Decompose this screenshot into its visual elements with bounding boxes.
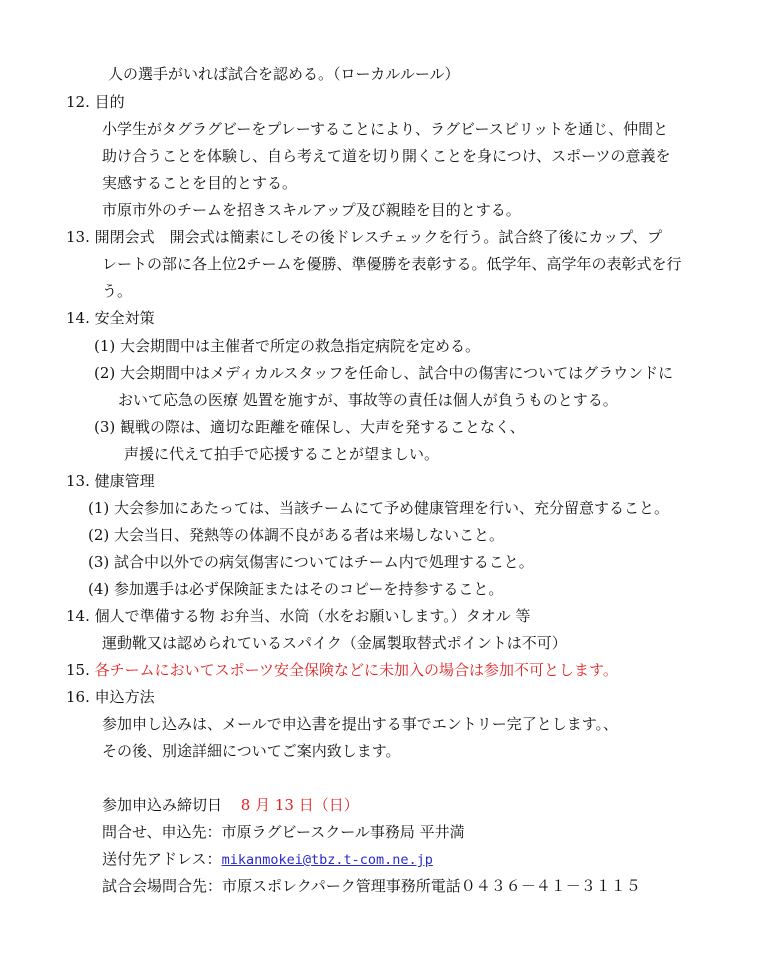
text-line: 実感することを目的とする。 [102, 174, 298, 192]
text-line: 小学生がタグラグビーをプレーすることにより、ラグビースピリットを通じ、仲間と [102, 120, 669, 138]
insurance-warning: 各チームにおいてスポーツ安全保険などに未加入の場合は参加不可とします。 [94, 661, 618, 679]
list-item: (4) 参加選手は必ず保険証またはそのコピーを持参すること。 [88, 580, 504, 598]
section-insurance [66, 660, 618, 680]
text-line: 運動靴又は認められているスパイク（金属製取替式ポイントは不可） [102, 634, 567, 652]
text-line: 声援に代えて拍手で応援することが望ましい。 [124, 445, 440, 463]
deadline-date: 8 月 13 日（日） [240, 796, 359, 814]
text-line: 市原市外のチームを招きスキルアップ及び親睦を目的とする。 [102, 201, 521, 219]
section-heading-ceremony: 13. 開閉会式 開会式は簡素にしその後ドレスチェックを行う。試合終了後にカップ、プ [66, 228, 663, 246]
text-line: 助け合うことを体験し、自ら考えて道を切り開くことを身につけ、スポーツの意義を [102, 147, 671, 165]
text-line: 人の選手がいれば試合を認める。（ローカルルール） [108, 65, 460, 83]
list-item: (3) 観戦の際は、適切な距離を確保し、大声を発することなく、 [94, 418, 525, 436]
contact-line: 問合せ、申込先：市原ラグビースクール事務局 平井満 [102, 823, 465, 841]
section-heading-health: 13. 健康管理 [66, 472, 155, 490]
list-item: (2) 大会期間中はメディカルスタッフを任命し、試合中の傷害についてはグラウンドに [94, 364, 674, 382]
list-item: (1) 大会期間中は主催者で所定の救急指定病院を定める。 [94, 337, 481, 355]
text-line: 参加申し込みは、メールで申込書を提出する事でエントリー完了とします。、 [102, 715, 619, 733]
deadline-label: 参加申込み締切日 [102, 796, 223, 814]
deadline-line [102, 795, 359, 815]
section-heading-purpose: 12. 目的 [66, 93, 125, 111]
text-line: おいて応急の医療 処置を施すが、事故等の責任は個人が負うものとする。 [118, 391, 618, 409]
venue-line: 試合会場問合先：市原スポレクパーク管理事務所電話０４３６－４１－３１１５ [102, 877, 641, 895]
address-label: 送付先アドレス： [102, 850, 222, 868]
section-heading-application: 16. 申込方法 [66, 688, 155, 706]
text-line: う。 [102, 282, 133, 300]
text-line: その後、別途詳細についてご案内致します。 [102, 742, 401, 760]
section-heading-belongings: 14. 個人で準備する物 お弁当、水筒（水をお願いします。）タオル 等 [66, 607, 531, 625]
section-heading-safety: 14. 安全対策 [66, 309, 155, 327]
list-item: (3) 試合中以外での病気傷害についてはチーム内で処理すること。 [88, 553, 534, 571]
text-line: レートの部に各上位2チームを優勝、準優勝を表彰する。低学年、高学年の表彰式を行 [102, 255, 682, 273]
list-item: (1) 大会参加にあたっては、当該チームにて予め健康管理を行い、充分留意すること。 [88, 499, 670, 517]
list-item: (2) 大会当日、発熱等の体調不良がある者は来場しないこと。 [88, 526, 505, 544]
address-line [102, 849, 433, 870]
email-link[interactable]: mikanmokei@tbz.t-com.ne.jp [221, 852, 433, 868]
section-number: 15. [66, 661, 90, 679]
